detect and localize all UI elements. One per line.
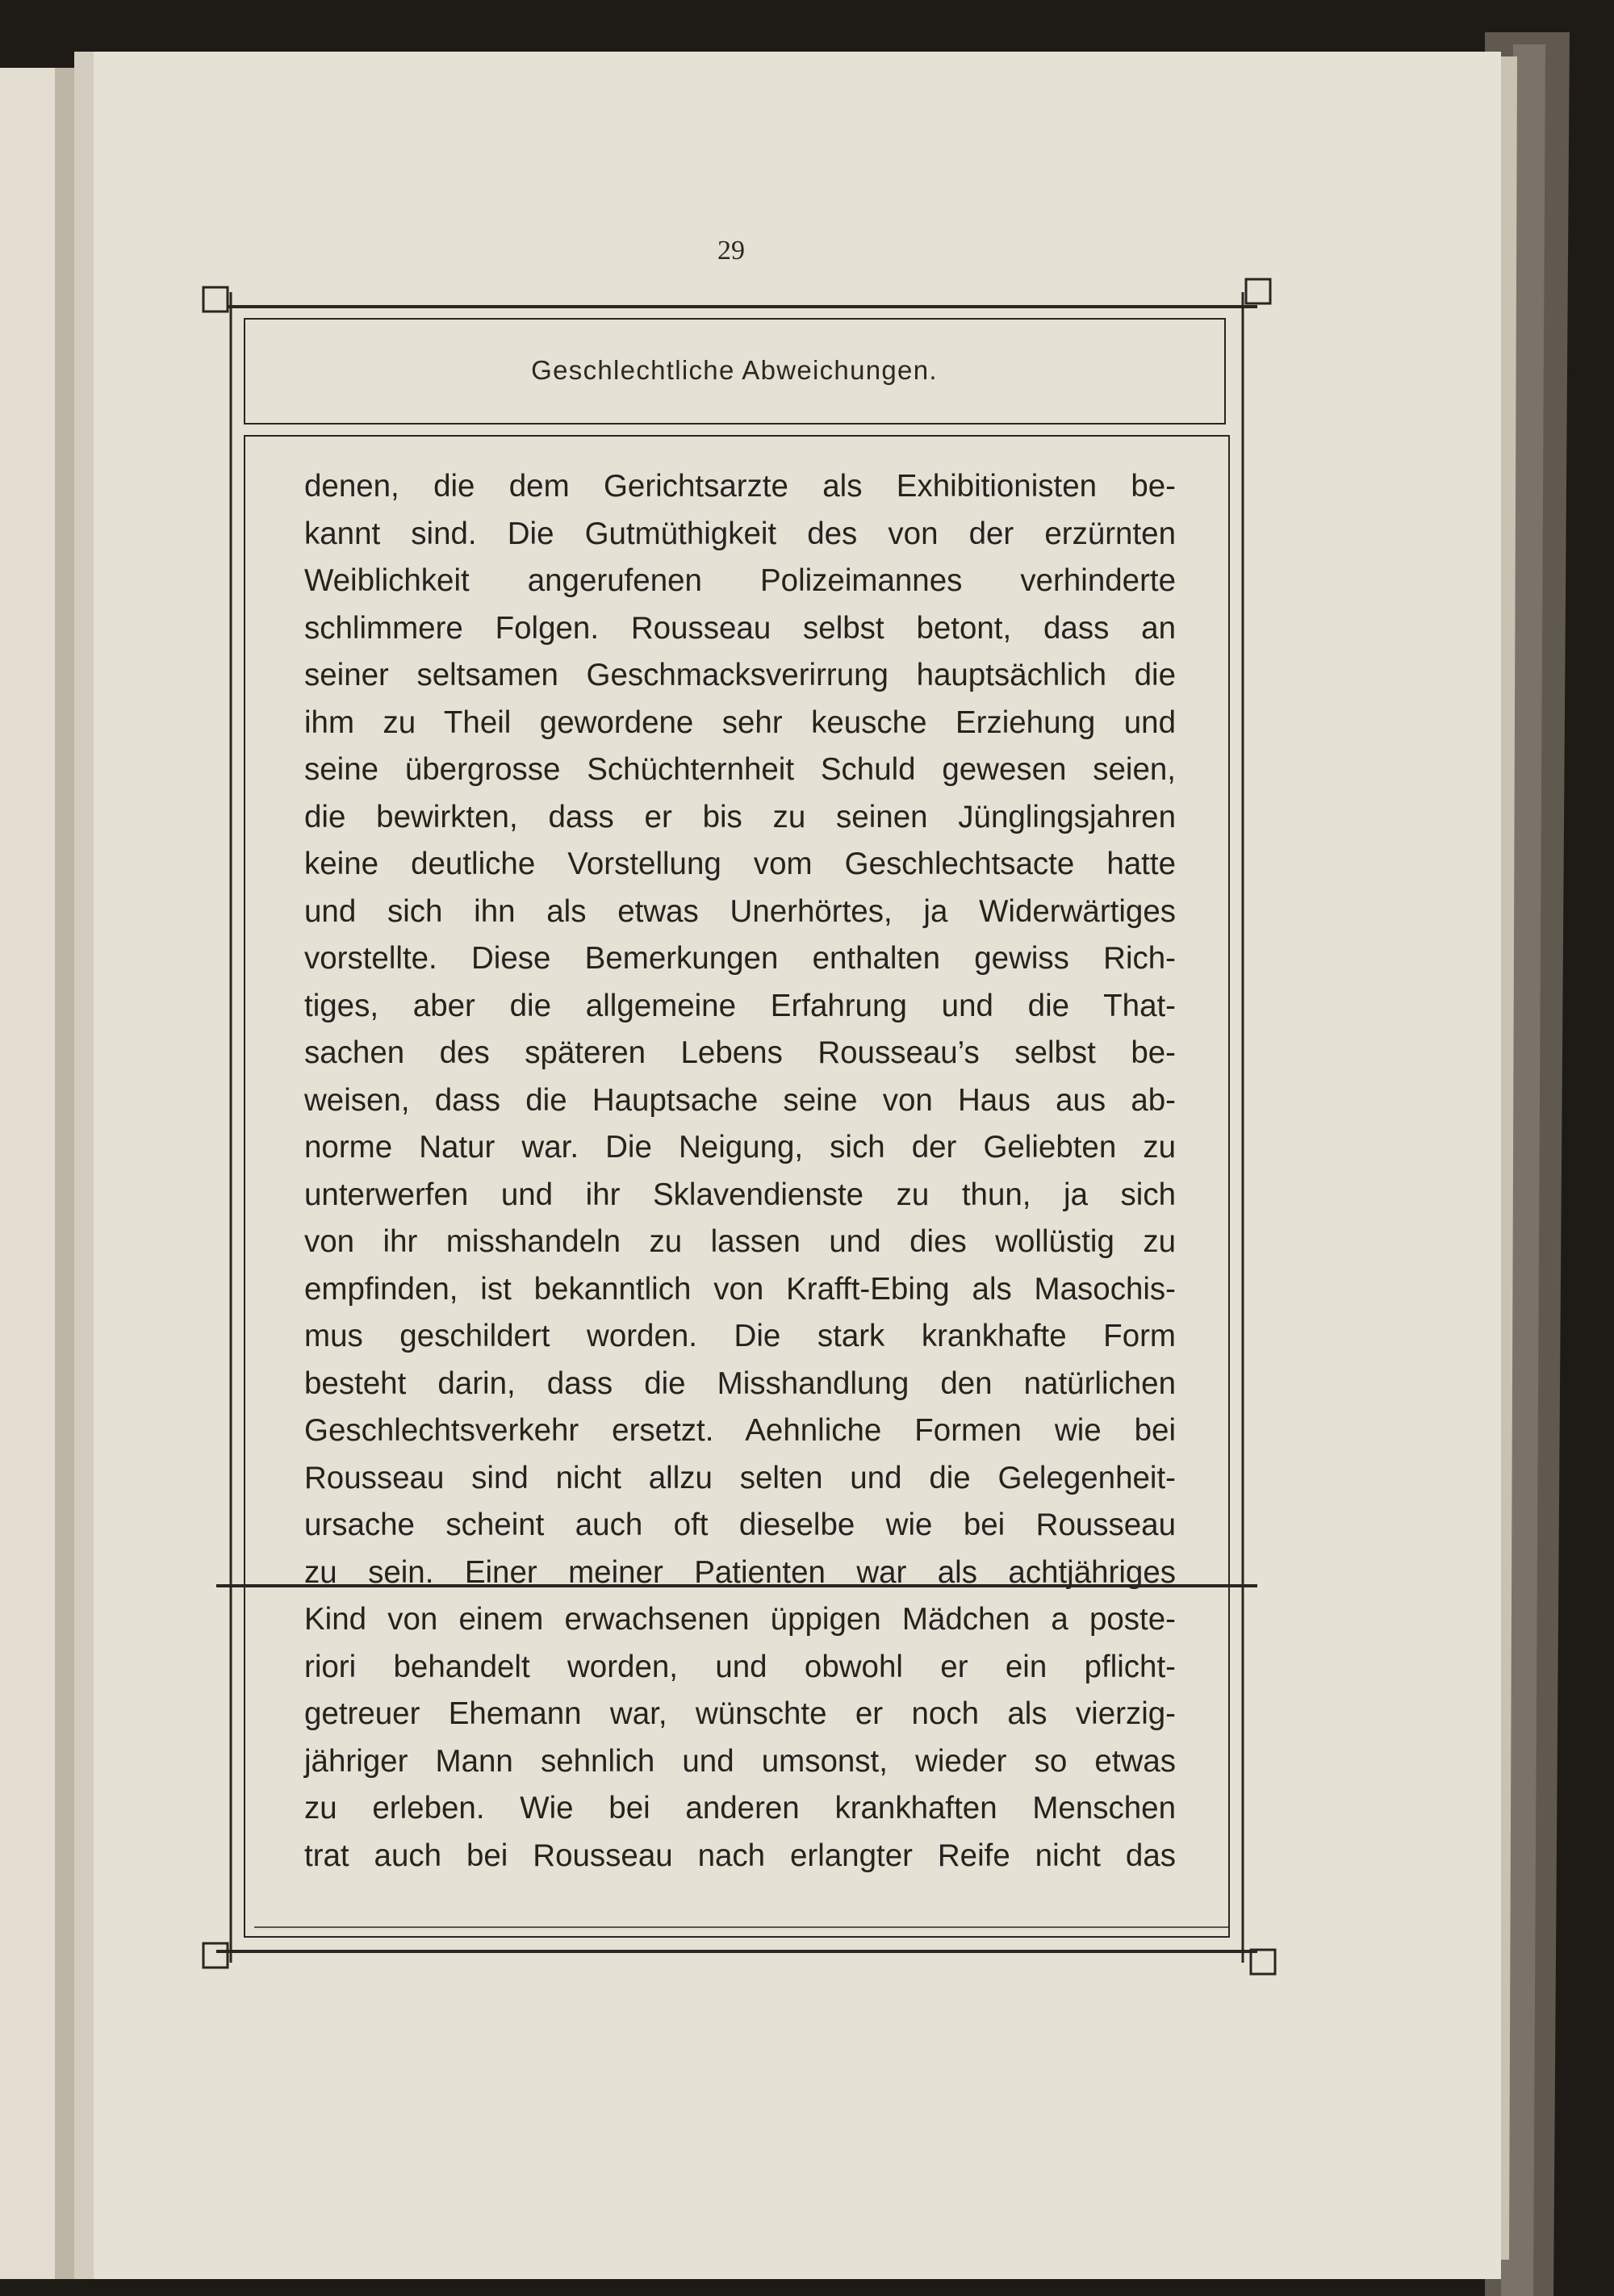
text-line: getreuer Ehemann war, wünschte er noch als vierzig-	[304, 1696, 1176, 1731]
text-line: zu erleben. Wie bei anderen krankhaften Menschen	[304, 1791, 1176, 1826]
text-line: seine übergrosse Schüchternheit Schuld gewesen seien,	[304, 752, 1176, 787]
text-line: seiner seltsamen Geschmacksverirrung hauptsächlich die	[304, 658, 1176, 692]
corner-square-bottom-left	[203, 1943, 228, 1968]
corner-square-top-left	[203, 287, 228, 312]
text-line: Kind von einem erwachsenen üppigen Mädchen a poste-	[304, 1602, 1176, 1637]
text-line: norme Natur war. Die Neigung, sich der Geliebten zu	[304, 1130, 1176, 1165]
text-line: ihm zu Theil gewordene sehr keusche Erziehung und	[304, 705, 1176, 740]
text-line: ursache scheint auch oft dieselbe wie bei Rousseau	[304, 1508, 1176, 1542]
text-line: von ihr misshandeln zu lassen und dies wollüstig zu	[304, 1224, 1176, 1259]
text-line: vorstellte. Diese Bemerkungen enthalten gewiss Rich-	[304, 941, 1176, 976]
left-page-shadow	[55, 68, 77, 2279]
gutter-shadow	[74, 52, 94, 2279]
text-line: kannt sind. Die Gutmüthigkeit des von der erzürnten	[304, 516, 1176, 551]
text-line: besteht darin, dass die Misshandlung den natürlichen	[304, 1365, 1176, 1401]
text-line: schlimmere Folgen. Rousseau selbst betont, dass an	[304, 610, 1176, 646]
running-head: Geschlechtliche Abweichungen.	[531, 355, 938, 385]
text-line: empfinden, ist bekanntlich von Krafft-Ebing als Masochis-	[304, 1271, 1176, 1307]
text-line: zu sein. Einer meiner Patienten war als achtjähriges	[304, 1554, 1176, 1590]
text-line: und sich ihn als etwas Unerhörtes, ja Widerwärtiges	[304, 893, 1176, 929]
text-line: mus geschildert worden. Die stark krankhafte Form	[304, 1319, 1176, 1353]
text-line: weisen, dass die Hauptsache seine von Haus aus ab-	[304, 1082, 1176, 1118]
text-line: sachen des späteren Lebens Rousseau’s selbst be-	[304, 1035, 1176, 1070]
text-line: unterwerfen und ihr Sklavendienste zu thun, ja sich	[304, 1177, 1176, 1212]
corner-square-top-right	[1246, 279, 1270, 303]
text-line: riori behandelt worden, und obwohl er ein pflicht-	[304, 1649, 1176, 1684]
text-line: Rousseau sind nicht allzu selten und die Gelegenheit-	[304, 1460, 1176, 1495]
text-line: jähriger Mann sehnlich und umsonst, wieder so etwas	[304, 1743, 1176, 1779]
corner-square-bottom-right	[1251, 1950, 1275, 1974]
text-line: die bewirkten, dass er bis zu seinen Jünglingsjahren	[304, 799, 1176, 834]
text-line: trat auch bei Rousseau nach erlangter Reife nicht das	[304, 1838, 1176, 1873]
body-text	[304, 463, 1176, 1880]
text-line: tiges, aber die allgemeine Erfahrung und die That-	[304, 988, 1176, 1023]
text-line: denen, die dem Gerichtsarzte als Exhibitionisten be-	[304, 469, 1176, 504]
text-line: Weiblichkeit angerufenen Polizeimannes verhinderte	[304, 563, 1176, 598]
page-number: 29	[717, 236, 745, 266]
text-line: Geschlechtsverkehr ersetzt. Aehnliche Formen wie bei	[304, 1413, 1176, 1448]
text-line: keine deutliche Vorstellung vom Geschlechtsacte hatte	[304, 847, 1176, 881]
